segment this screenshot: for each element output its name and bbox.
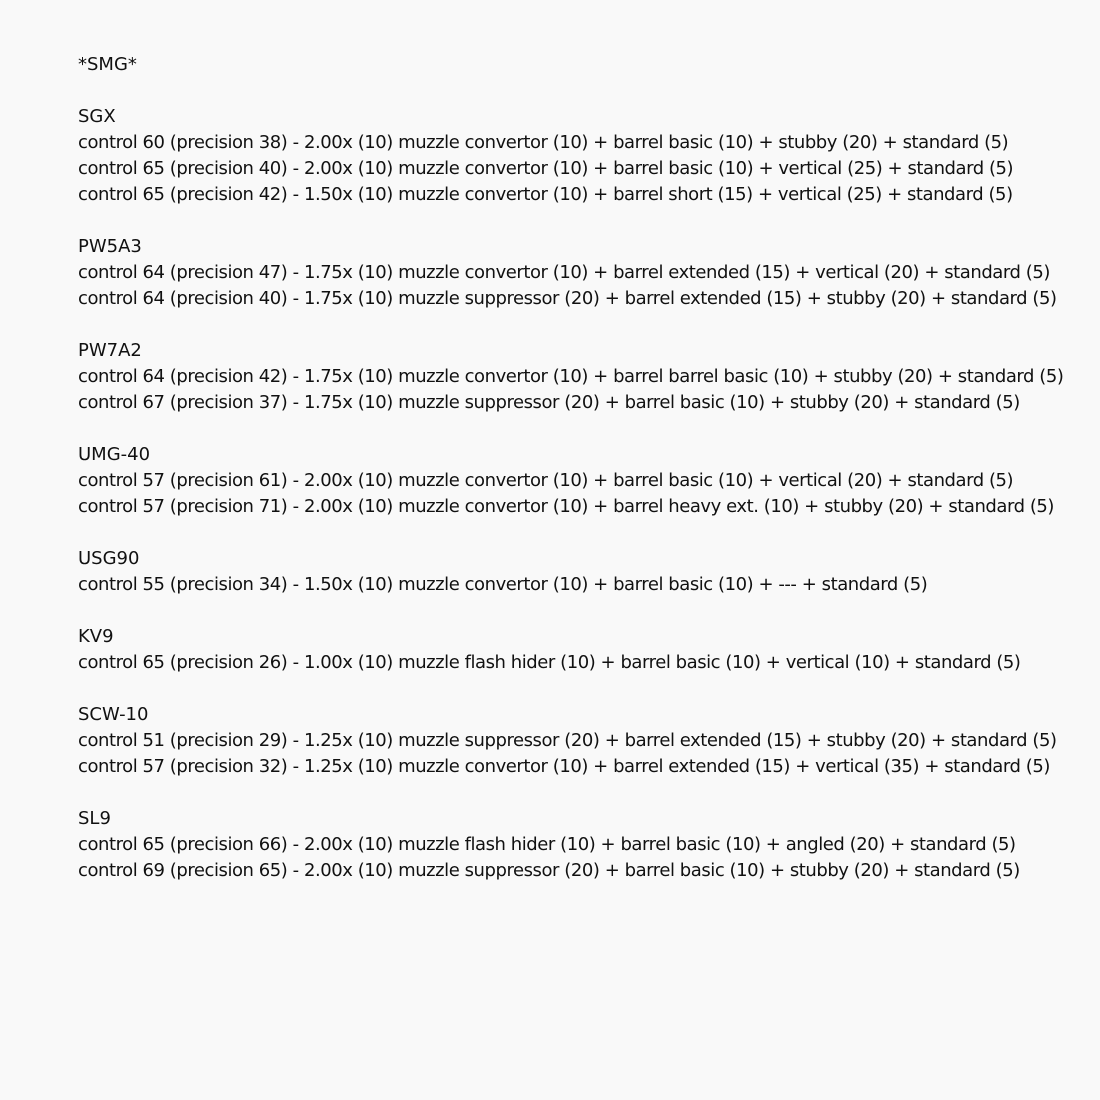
weapon-section-pw7a2 [78, 338, 1100, 416]
build-line: control 57 (precision 32) - 1.25x (10) muzzle convertor (10) + barrel extended (15) + vertical (35) + standard (5) [78, 756, 1050, 777]
weapon-section-pw5a3 [78, 234, 1100, 312]
document-title: *SMG* [78, 54, 137, 75]
build-line: control 65 (precision 40) - 2.00x (10) muzzle convertor (10) + barrel basic (10) + vertical (25) + standard (5) [78, 158, 1014, 179]
weapon-name: UMG-40 [78, 444, 151, 465]
build-line: control 57 (precision 61) - 2.00x (10) muzzle convertor (10) + barrel basic (10) + vertical (20) + standard (5) [78, 470, 1014, 491]
weapon-section-sl9 [78, 806, 1100, 884]
weapon-section-usg90 [78, 546, 1100, 598]
build-line: control 65 (precision 42) - 1.50x (10) muzzle convertor (10) + barrel short (15) + vertical (25) + standard (5) [78, 184, 1013, 205]
weapon-name: SCW-10 [78, 704, 149, 725]
weapon-section-sgx [78, 104, 1100, 208]
weapon-name: SL9 [78, 808, 111, 829]
build-line: control 67 (precision 37) - 1.75x (10) muzzle suppressor (20) + barrel basic (10) + stubby (20) + standard (5) [78, 392, 1020, 413]
weapon-name: PW7A2 [78, 340, 142, 361]
weapon-name: PW5A3 [78, 236, 142, 257]
build-line: control 64 (precision 40) - 1.75x (10) muzzle suppressor (20) + barrel extended (15) + stubby (20) + standard (5) [78, 288, 1057, 309]
build-line: control 51 (precision 29) - 1.25x (10) muzzle suppressor (20) + barrel extended (15) + stubby (20) + standard (5) [78, 730, 1057, 751]
weapon-name: USG90 [78, 548, 140, 569]
weapon-name: KV9 [78, 626, 114, 647]
build-line: control 65 (precision 66) - 2.00x (10) muzzle flash hider (10) + barrel basic (10) + angled (20) + standard (5) [78, 834, 1016, 855]
build-line: control 55 (precision 34) - 1.50x (10) muzzle convertor (10) + barrel basic (10) + --- + standard (5) [78, 574, 928, 595]
weapon-section-scw-10 [78, 702, 1100, 780]
build-line: control 69 (precision 65) - 2.00x (10) muzzle suppressor (20) + barrel basic (10) + stubby (20) + standard (5) [78, 860, 1020, 881]
build-line: control 65 (precision 26) - 1.00x (10) muzzle flash hider (10) + barrel basic (10) + vertical (10) + standard (5) [78, 652, 1021, 673]
build-line: control 64 (precision 47) - 1.75x (10) muzzle convertor (10) + barrel extended (15) + vertical (20) + standard (5) [78, 262, 1050, 283]
build-line: control 57 (precision 71) - 2.00x (10) muzzle convertor (10) + barrel heavy ext. (10) + stubby (20) + standard (5) [78, 496, 1054, 517]
build-line: control 60 (precision 38) - 2.00x (10) muzzle convertor (10) + barrel basic (10) + stubby (20) + standard (5) [78, 132, 1009, 153]
weapon-name: SGX [78, 106, 116, 127]
build-line: control 64 (precision 42) - 1.75x (10) muzzle convertor (10) + barrel barrel basic (10) + stubby (20) + standard (5) [78, 366, 1064, 387]
weapon-section-kv9 [78, 624, 1100, 676]
weapon-section-umg-40 [78, 442, 1100, 520]
